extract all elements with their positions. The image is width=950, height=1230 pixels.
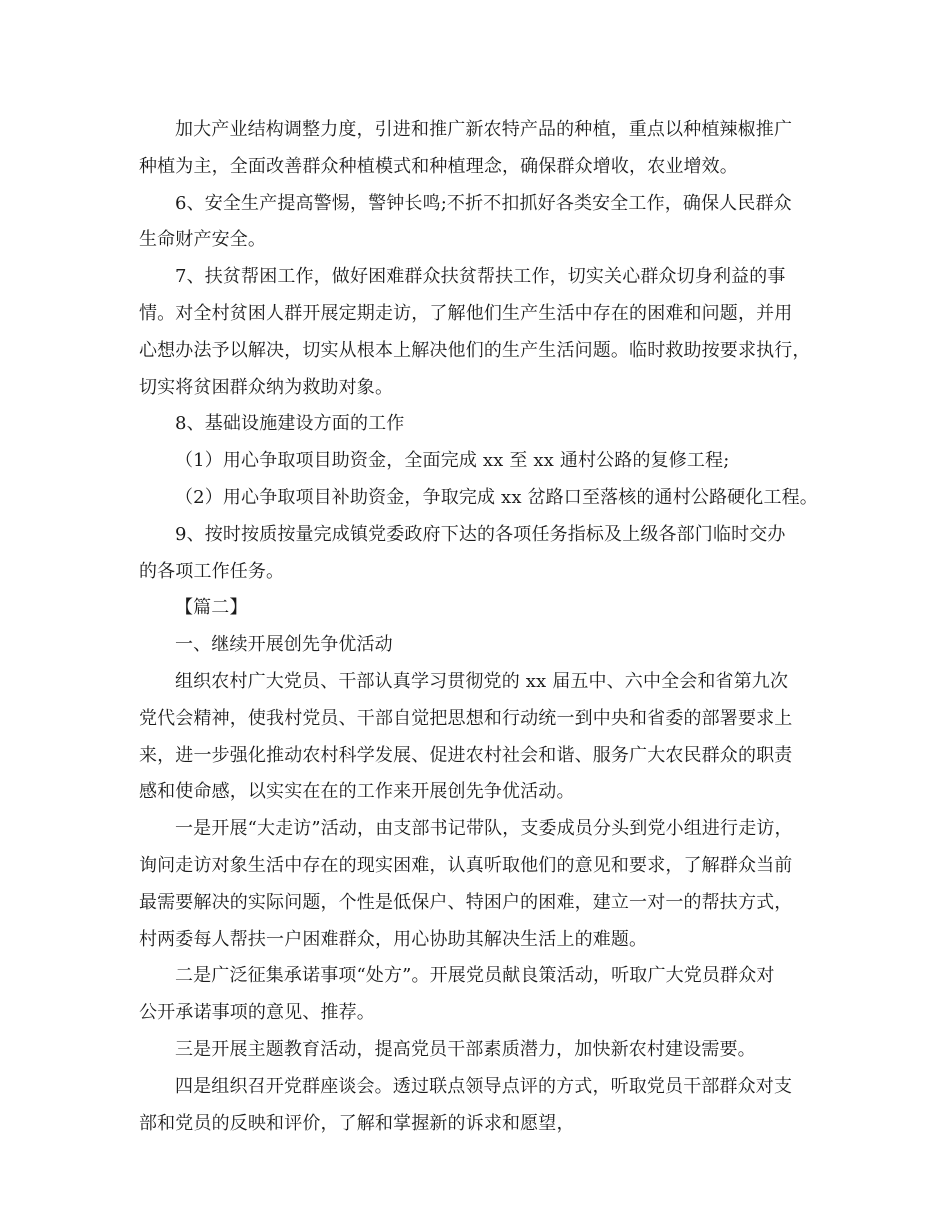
list-item: （1）用心争取项目助资金，全面完成 xx 至 xx 通村公路的复修工程;: [175, 450, 730, 472]
text-line: 党代会精神，使我村党员、干部自觉把思想和行动统一到中央和省委的部署要求上: [139, 707, 793, 729]
text-line: 7、扶贫帮困工作，做好困难群众扶贫帮扶工作，切实关心群众切身利益的事: [175, 266, 786, 288]
text-line: 心想办法予以解决，切实从根本上解决他们的生产生活问题。临时救助按要求执行，: [139, 339, 811, 361]
text-line: 询问走访对象生活中存在的现实困难，认真听取他们的意见和要求，了解群众当前: [139, 854, 793, 876]
text-line: 组织农村广大党员、干部认真学习贯彻党的 xx 届五中、六中全会和省第九次: [175, 670, 789, 692]
document-body: [139, 112, 829, 1142]
text-line: 切实将贫困群众纳为救助对象。: [139, 376, 394, 398]
text-line: 来，进一步强化推动农村科学发展、促进农村社会和谐、服务广大农民群众的职责: [139, 744, 793, 766]
section-heading: 一、继续开展创先争优活动: [175, 634, 393, 656]
text-line: 感和使命感，以实实在在的工作来开展创先争优活动。: [139, 781, 575, 803]
section-heading: 8、基础设施建设方面的工作: [175, 413, 405, 435]
text-line: 部和党员的反映和评价，了解和掌握新的诉求和愿望，: [139, 1112, 575, 1134]
text-line: 生命财产安全。: [139, 229, 267, 251]
part-heading: 【篇二】: [175, 597, 248, 619]
list-item: （2）用心争取项目补助资金，争取完成 xx 岔路口至落核的通村公路硬化工程。: [175, 486, 818, 508]
text-line: 二是广泛征集承诺事项“处方”。开展党员献良策活动，听取广大党员群众对: [175, 965, 775, 987]
text-line: 一是开展“大走访”活动，由支部书记带队，支委成员分头到党小组进行走访，: [175, 818, 793, 840]
text-line: 公开承诺事项的意见、推荐。: [139, 1002, 375, 1024]
text-line: 最需要解决的实际问题，个性是低保户、特困户的困难，建立一对一的帮扶方式，: [139, 891, 793, 913]
text-line: 四是组织召开党群座谈会。透过联点领导点评的方式，听取党员干部群众对支: [175, 1075, 793, 1097]
text-line: 情。对全村贫困人群开展定期走访，了解他们生产生活中存在的困难和问题，并用: [139, 302, 793, 324]
text-line: 6、安全生产提高警惕，警钟长鸣;不折不扣抓好各类安全工作，确保人民群众: [175, 192, 792, 214]
text-line: 的各项工作任务。: [139, 560, 285, 582]
text-line: 三是开展主题教育活动，提高党员干部素质潜力，加快新农村建设需要。: [175, 1038, 756, 1060]
text-line: 种植为主，全面改善群众种植模式和种植理念，确保群众增收，农业增效。: [139, 155, 738, 177]
text-line: 9、按时按质按量完成镇党委政府下达的各项任务指标及上级各部门临时交办: [175, 523, 786, 545]
text-line: 村两委每人帮扶一户困难群众，用心协助其解决生活上的难题。: [139, 928, 648, 950]
text-line: 加大产业结构调整力度，引进和推广新农特产品的种植，重点以种植辣椒推广: [175, 119, 793, 140]
